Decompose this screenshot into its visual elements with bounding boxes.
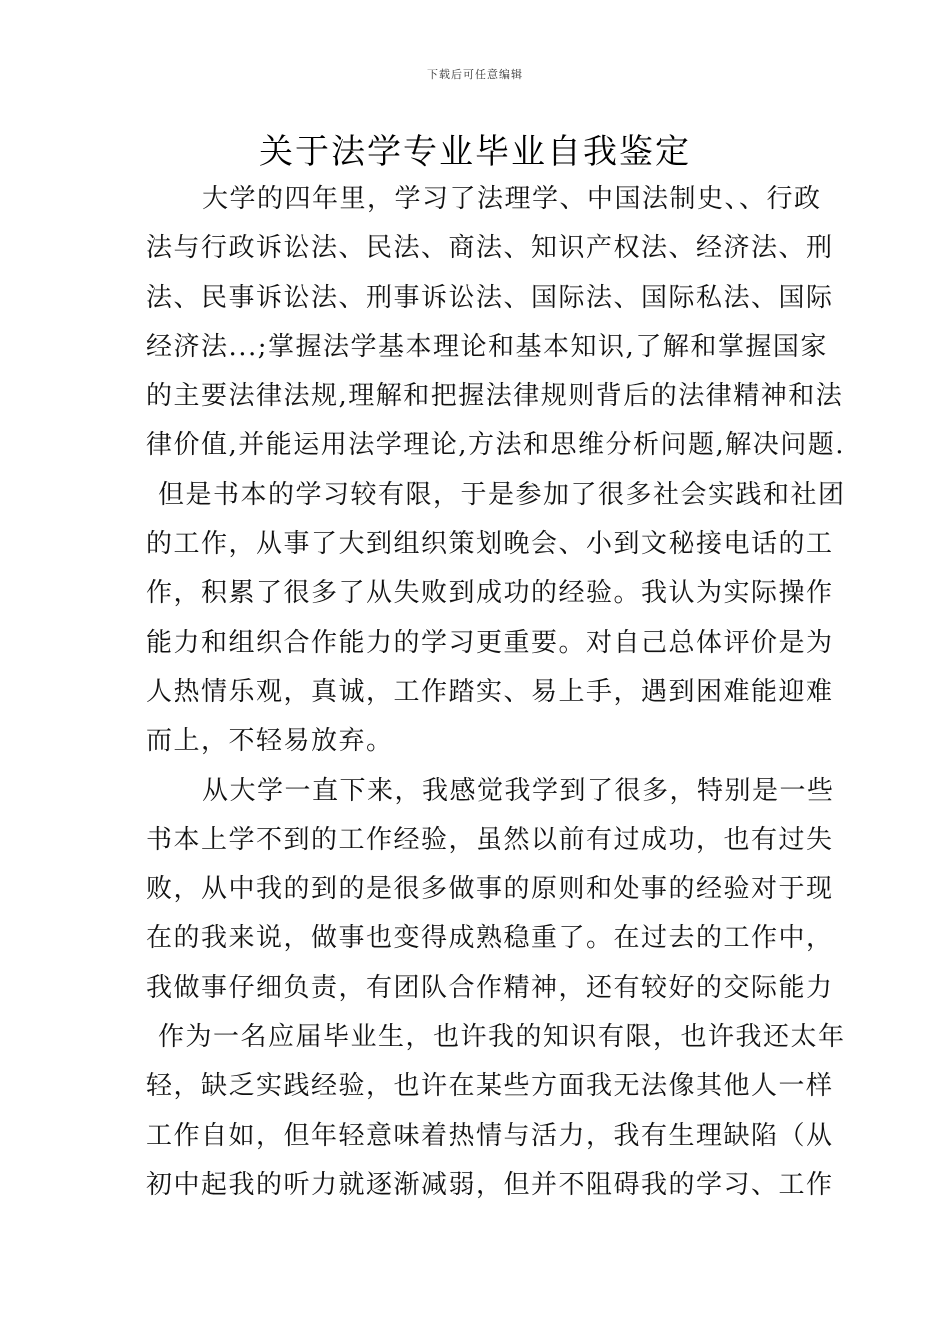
text-line: 的工作，从事了大到组织策划晚会、小到文秘接电话的工 [146, 529, 834, 560]
text-line: 作为一名应届毕业生，也许我的知识有限，也许我还太年 [158, 1022, 846, 1053]
text-line: 在的我来说，做事也变得成熟稳重了。在过去的工作中， [146, 923, 834, 954]
text-line: 人热情乐观，真诚，工作踏实、易上手，遇到困难能迎难 [146, 676, 834, 707]
text-line: 书本上学不到的工作经验，虽然以前有过成功，也有过失 [146, 824, 834, 855]
text-line: 法与行政诉讼法、民法、商法、知识产权法、经济法、刑 [146, 233, 834, 264]
text-line: 律价值,并能运用法学理论,方法和思维分析问题,解决问题. [146, 430, 846, 461]
text-line: 初中起我的听力就逐渐减弱，但并不阻碍我的学习、工作 [146, 1169, 834, 1200]
document-body [146, 175, 846, 1210]
text-line: 从大学一直下来，我感觉我学到了很多，特别是一些 [202, 775, 835, 806]
header-note: 下载后可任意编辑 [427, 68, 523, 81]
text-line: 败，从中我的到的是很多做事的原则和处事的经验对于现 [146, 874, 834, 905]
text-line: 但是书本的学习较有限，于是参加了很多社会实践和社团 [158, 479, 846, 510]
text-line: 经济法...;掌握法学基本理论和基本知识,了解和掌握国家 [146, 331, 828, 362]
text-line: 能力和组织合作能力的学习更重要。对自己总体评价是为 [146, 627, 834, 658]
text-line: 法、民事诉讼法、刑事诉讼法、国际法、国际私法、国际 [146, 282, 834, 313]
text-line: 工作自如，但年轻意味着热情与活力，我有生理缺陷（从 [146, 1120, 834, 1151]
document-title: 关于法学专业毕业自我鉴定 [259, 132, 691, 172]
text-line: 我做事仔细负责，有团队合作精神，还有较好的交际能力 [146, 972, 834, 1003]
text-line: 大学的四年里，学习了法理学、中国法制史、、行政 [202, 184, 822, 214]
text-line: 作，积累了很多了从失败到成功的经验。我认为实际操作 [146, 578, 834, 609]
text-line: 轻，缺乏实践经验，也许在某些方面我无法像其他人一样 [146, 1071, 834, 1102]
text-line: 的主要法律法规,理解和把握法律规则背后的法律精神和法 [146, 381, 844, 412]
text-line: 而上，不轻易放弃。 [146, 726, 394, 757]
